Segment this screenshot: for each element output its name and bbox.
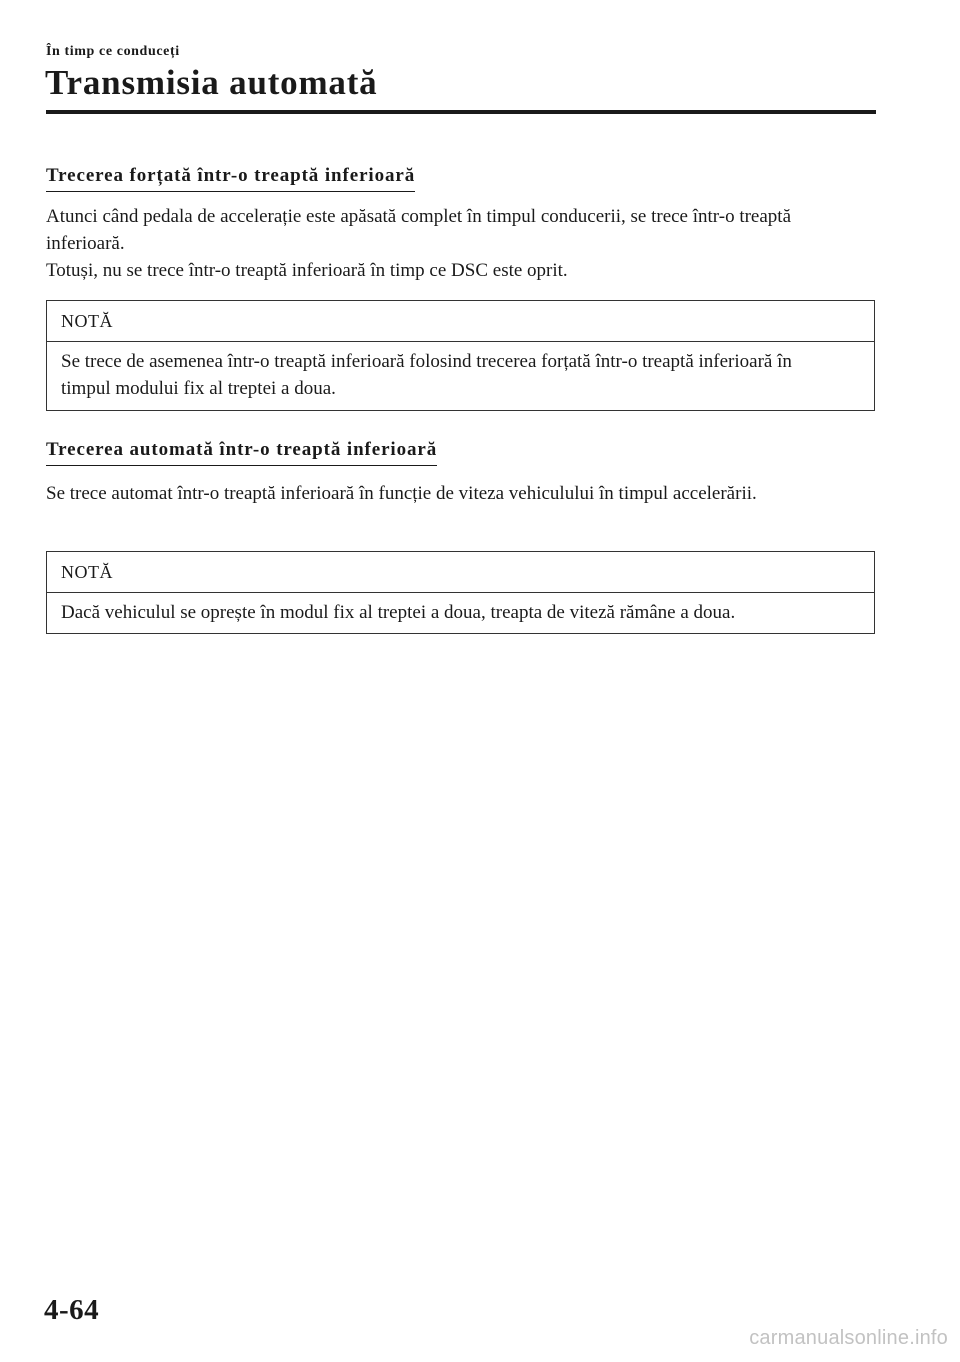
page-number: 4-64 — [44, 1294, 100, 1326]
section-body-forced-downshift — [46, 203, 876, 284]
section-body-automatic-downshift — [46, 480, 796, 507]
note-label: NOTĂ — [47, 552, 874, 593]
paragraph: Totuși, nu se trece într-o treaptă inferioară în timp ce DSC este oprit. — [46, 260, 568, 281]
note-box — [46, 300, 875, 411]
note-box — [46, 551, 875, 634]
chapter-label: În timp ce conduceți — [46, 44, 180, 59]
section-heading-forced-downshift: Trecerea forțată într-o treaptă inferioară — [46, 164, 415, 192]
section-heading-automatic-downshift: Trecerea automată într-o treaptă inferioară — [46, 438, 437, 466]
paragraph: Se trece automat într-o treaptă inferioară în funcție de viteza vehiculului în timpul accelerării. — [46, 483, 757, 504]
page-title: Transmisia automată — [45, 63, 378, 102]
note-text: Dacă vehiculul se oprește în modul fix al treptei a doua, treapta de viteză rămâne a doua. — [61, 602, 736, 623]
paragraph: Atunci când pedala de accelerație este apăsată complet în timpul conducerii, se trece într-o treaptă inferioară. — [46, 206, 792, 254]
note-text: Se trece de asemenea într-o treaptă inferioară folosind trecerea forțată într-o treaptă inferioară în timpul modului fix al treptei a doua. — [61, 351, 792, 399]
note-label: NOTĂ — [47, 301, 874, 342]
title-divider — [46, 110, 876, 114]
watermark: carmanualsonline.info — [749, 1327, 948, 1349]
